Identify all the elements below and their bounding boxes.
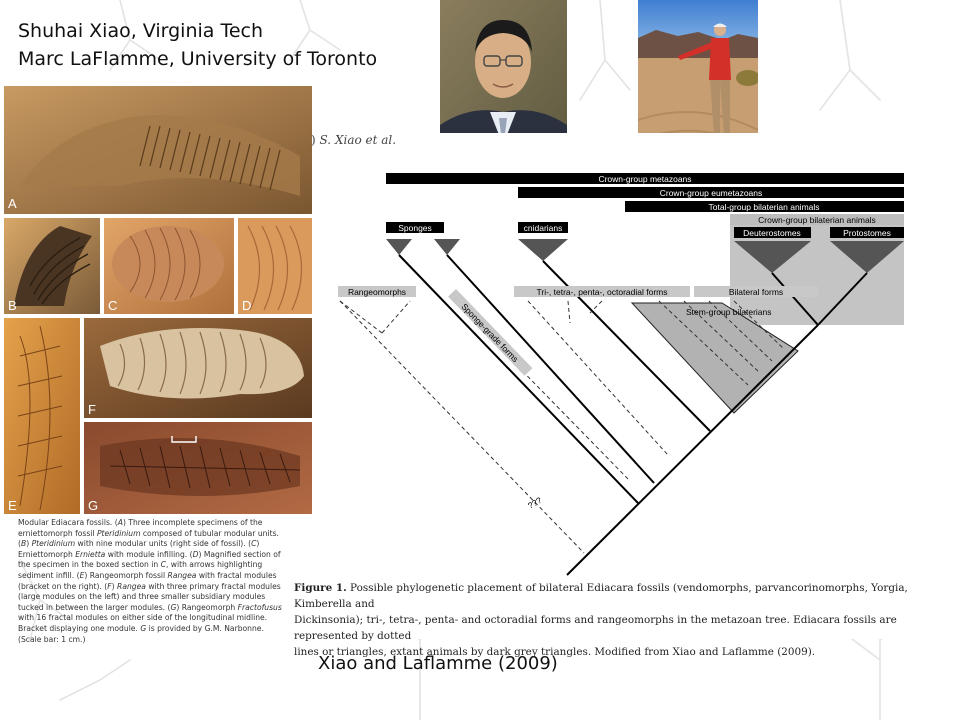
- caption-text-segment: with module infilling. (: [105, 549, 193, 559]
- caption-text-segment: composed of tubular modular units. (: [18, 528, 279, 549]
- fossil-photo-plate: [0, 86, 314, 518]
- bar-crown-bilaterian-label: Crown-group bilaterian animals: [758, 215, 876, 225]
- dotted-radial-3: [590, 301, 602, 313]
- caption-text-segment: ) Three incomplete specimens of the erniettomorph fossil: [18, 518, 263, 538]
- fossil-panel-b: [4, 218, 100, 314]
- page-header-fragment: ): [311, 133, 316, 147]
- caption-text-segment: with three primary fractal modules (large modules on the left) and three smaller subsidiary modules tucked in between the larger modules. (: [18, 581, 281, 612]
- fossil-panel-d: [238, 218, 312, 314]
- caption-italic-segment: Fractofusus: [237, 602, 282, 612]
- caption-text-segment: ): [26, 539, 32, 549]
- citation: Xiao and Laflamme (2009): [318, 653, 558, 674]
- dotted-radial-2: [568, 301, 570, 323]
- author-line-2: Marc LaFlamme, University of Toronto: [18, 48, 378, 70]
- panel-label-f: F: [88, 402, 96, 417]
- cnidarian-triangle: [518, 239, 568, 261]
- caption-italic-segment: C: [251, 539, 257, 549]
- bar-total-bilaterian-label: Total-group bilaterian animals: [708, 202, 820, 212]
- bilateral-forms-label: Bilateral forms: [728, 287, 784, 297]
- panel-label-b: B: [8, 298, 17, 313]
- figure-panel: [311, 133, 960, 639]
- radial-forms-label: Tri-, tetra-, penta-, octoradial forms: [536, 287, 668, 297]
- caption-italic-segment: C: [160, 560, 166, 570]
- caption-italic-segment: F: [107, 581, 112, 591]
- unknown-label: ???: [526, 494, 544, 511]
- figure-caption-line-3: lines or triangles, extant animals by dark grey triangles. Modified from Xiao and Laflamme (2009).: [294, 646, 816, 658]
- fossil-panel-g: [84, 422, 312, 514]
- caption-text-segment: Modular Ediacara fossils. (: [18, 518, 118, 527]
- figure-caption-line-1: Possible phylogenetic placement of bilateral Ediacara fossils (vendomorphs, parvancorinomorphs, Yorgia, Kimberella and: [294, 582, 908, 610]
- caption-text-segment: with fractal modules (bracket on the right). (: [18, 570, 277, 591]
- fossil-panel-a: [4, 86, 312, 214]
- caption-italic-segment: Rangea: [167, 570, 197, 580]
- author-line-1: Shuhai Xiao, Virginia Tech: [18, 20, 264, 42]
- fossil-caption: [18, 518, 288, 645]
- caption-italic-segment: G: [140, 623, 147, 633]
- caption-text-segment: ) Rangeomorph: [176, 602, 238, 612]
- caption-text-segment: with nine modular units (right side of fossil). (: [75, 539, 252, 549]
- figure-caption: [294, 580, 950, 660]
- caption-text-segment: ) Erniettomorph: [18, 539, 260, 559]
- dotted-rangeomorph-tri-a: [340, 301, 382, 333]
- panel-label-d: D: [242, 298, 252, 313]
- caption-text-segment: ): [111, 581, 118, 591]
- phylogeny-diagram: [314, 133, 960, 583]
- dotted-radial-1: [528, 301, 668, 455]
- caption-italic-segment: E: [79, 570, 85, 580]
- bar-crown-eumetazoans-label: Crown-group eumetazoans: [659, 188, 763, 198]
- caption-italic-segment: Pteridinium: [31, 539, 76, 549]
- caption-italic-segment: Ernietta: [75, 549, 106, 559]
- panel-label-g: G: [88, 498, 99, 513]
- sponge-triangle-2: [434, 239, 460, 255]
- caption-text-segment: , with arrows highlighting sediment infill. (: [18, 560, 263, 580]
- caption-text-segment: ) Rangeomorph fossil: [84, 570, 168, 580]
- caption-text-segment: ) Magnified section of the specimen in the boxed section in: [18, 549, 281, 570]
- caption-italic-segment: B: [20, 539, 27, 549]
- caption-italic-segment: Rangea: [117, 581, 146, 591]
- sponge-triangle-1: [386, 239, 412, 255]
- fossil-panel-f: [84, 318, 312, 418]
- caption-italic-segment: D: [192, 549, 199, 559]
- bar-protostomes-label: Protostomes: [843, 228, 891, 238]
- panel-label-e: E: [8, 498, 17, 513]
- bar-crown-metazoans-label: Crown-group metazoans: [598, 174, 692, 184]
- fossil-panel-c: [104, 218, 234, 314]
- caption-text-segment: with 16 fractal modules on either side of the longitudinal midline. Bracket displaying one module.: [18, 613, 268, 633]
- panel-label-c: C: [108, 298, 118, 313]
- stem-bilaterians-label: Stem-group bilaterians: [686, 307, 772, 317]
- caption-italic-segment: A: [117, 518, 123, 527]
- figure-caption-line-2: Dickinsonia); tri-, tetra-, penta- and octoradial forms and rangeomorphs in the metazoan tree. Ediacara fossils are represented by dotted: [294, 614, 897, 642]
- figure-caption-label: Figure 1.: [294, 582, 347, 594]
- sponge-grade-label: Sponge-grade forms: [459, 301, 521, 365]
- caption-italic-segment: Pteridinium: [96, 528, 141, 538]
- page-header-authors: S. Xiao et al.: [319, 133, 397, 147]
- caption-italic-segment: G: [170, 602, 177, 612]
- panel-label-a: A: [8, 196, 17, 211]
- dotted-rangeomorph-stem: [340, 301, 584, 553]
- dotted-rangeomorph-tri-b: [382, 301, 410, 333]
- rangeomorphs-label: Rangeomorphs: [347, 287, 407, 297]
- caption-text-segment: is provided by G.M. Narbonne. (Scale bar: 1 cm.): [18, 623, 264, 644]
- fossil-panel-e: [4, 318, 80, 514]
- bar-cnidarians-label: cnidarians: [523, 223, 563, 233]
- bar-sponges-label: Sponges: [398, 223, 432, 233]
- bar-deuterostomes-label: Deuterostomes: [743, 228, 801, 238]
